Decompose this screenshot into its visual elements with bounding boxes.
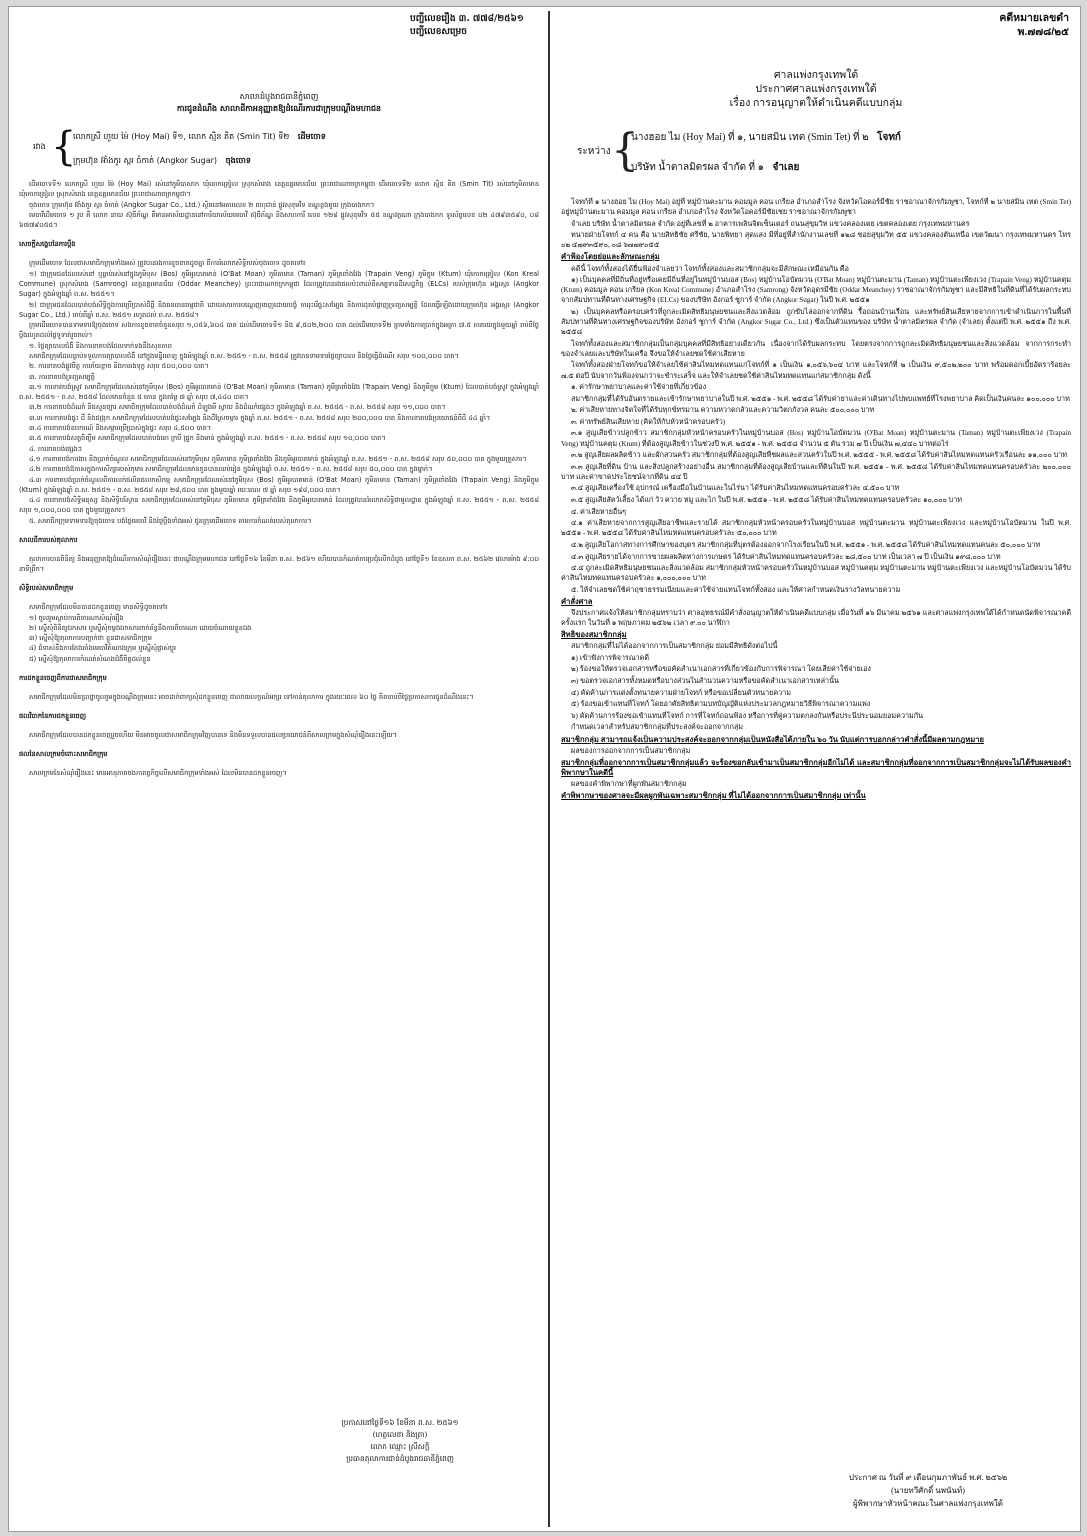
left-paragraph: ៥) ស្នើសុំឱ្យតុលាការកំណត់សំណងជំងឺចិត្តដល់ខ្លួន — [29, 654, 151, 663]
left-paragraph: ដើមចោទទី១ លោកស្រី ហួយ ម៉ៃ (Hoy Mai) រស់នៅភូមិបាសាក ឃុំគោកគ្រៀល ស្រុកសំរោង ខេត្តឧត្តរមានជ័យ ព្រះរាជាណាចក្រកម្ពុជា ដើមចោទទី២ លោក ស្មិន តិត (Smin Tit) រស់នៅភូមិតាមាន ឃុំកោកគ្រៀល ស្រុកសំរោង ខេត្តឧត្តរមានជ័យ ព្រះរាជាណាចក្រកម្ពុជា។ — [19, 180, 539, 199]
left-plaintiffs — [73, 131, 326, 143]
document-sheet — [8, 6, 1081, 1532]
right-paragraph: ๖) คัดค้านการร้องขอเข้าแทนที่โจทก์ การที่โจทก์ถอนฟ้อง หรือการที่คู่ความตกลงกันหรือประนีประนอมยอมความกัน — [571, 711, 924, 720]
right-paragraph: จำเลย บริษัท น้ำตาลมิตรผล จำกัด อยู่ที่เลขที่ ๒ อาคารเพลินจิตเซ็นเตอร์ ถนนสุขุมวิท แขวงคลองเตย เขตคลองเตย กรุงเทพมหานคร — [571, 219, 970, 228]
right-paragraph: โจทก์ทั้งสองฝ่ายโจทก์ขอให้จำเลยใช้ค่าสินไหมทดแทนแก่โจทก์ที่ ๑ เป็นเงิน ๑,๐๕๖,๖๐๔ บาท และโจทก์ที่ ๒ เป็นเงิน ๙,๕๐๒,๒๐๐ บาท พร้อมดอกเบี้ยอัตราร้อยละ ๗.๕ ต่อปี นับจากวันฟ้องจนกว่าจะชำระเสร็จ และให้จำเลยชดใช้ค่าสินไหมทดแทนแก่สมาชิกกลุ่ม ดังนี้ — [561, 361, 1071, 380]
right-paragraph: ๔.๔ ถูกละเมิดสิทธิมนุษยชนและสิ่งแวดล้อม สมาชิกกลุ่มหัวหน้าครอบครัวในหมู่บ้านบอส หมู่บ้านคตุม หมู่บ้านตะมาน หมู่บ้านตะเพียงเวง และหมู่บ้านโอบัตมวน ได้รับค่าสินไหมทดแทนครอบครัวละ ๑,๐๐๐,๐๐๐ บาท — [561, 564, 1071, 583]
left-paragraph: ១) ចូលរួមស្តាប់ការពិចារណាសំណុំរឿង — [29, 613, 124, 622]
left-paragraph: ៣.៤ ការខាតបង់ឧបករណ៍ និងសម្ភារប្រើប្រាស់ក្នុងផ្ទះ សរុប ៤,៥០០ បាត។ — [29, 424, 212, 433]
right-plaintiffs — [631, 131, 901, 145]
left-paragraph: ៣.៥ ការខាតបង់សត្វចិញ្ចឹម សមាជិកក្រុមដែលបាត់បង់គោ ក្របី ជ្រូក និងមាន់ ក្នុងអំឡុងឆ្នាំ ព.ស. ២៥៥១ - ព.ស. ២៥៥៨ សរុប ១០,០០០ បាត។ — [29, 434, 386, 443]
right-paragraph: กำหนดเวลาสำหรับสมาชิกกลุ่มที่ประสงค์จะออกจากกลุ่ม — [571, 723, 743, 732]
left-paragraph: ៣. ការខាតបង់ទ្រព្យសម្បត្តិ — [29, 372, 95, 381]
right-paragraph: สมาชิกกลุ่มที่ไม่ได้ออกจากการเป็นสมาชิกกลุ่ม ย่อมมีสิทธิดังต่อไปนี้ — [571, 642, 778, 651]
right-plaintiffs-role: โจทก์ — [877, 132, 901, 143]
right-paragraph: ทนายฝ่ายโจทก์ ๔ คน คือ นายสิทธิชัย ศรีชัย, นายพิทยา สุดแสง มีที่อยู่ที่สำนักงานเลขที่ ๑๒๘ ซอยสุขุมวิท ๕๕ แขวงคลองตันเหนือ เขตวัฒนา กรุงเทพมหานคร โทร ๐๒ ๔๗๙๓๕๙๐, ๐๘ ๖๗๗๙๐๕๕ — [561, 231, 1071, 250]
right-column-thai — [557, 7, 1075, 1531]
left-signature-note: (ហត្ថលេខា និងត្រា) — [372, 1430, 428, 1439]
right-heading: คำพิพากษาของศาลจะมีผลผูกพันเฉพาะสมาชิกกลุ่ม ที่ไม่ได้ออกจากการเป็นสมาชิกกลุ่ม เท่านั้น — [561, 790, 866, 800]
right-defendant-role: จำเลย — [772, 162, 800, 173]
right-brace: { — [611, 125, 639, 176]
right-body-text — [561, 197, 1071, 1457]
right-paragraph: สมาชิกกลุ่มที่ได้รับอันตรายและเข้ารักษาพยาบาลในปี พ.ศ. ๒๕๕๑ - พ.ศ. ๒๕๕๘ ได้รับค่ายาและค่าเดินทางไปพบแพทย์ที่โรงพยาบาล คิดเป็นเงินคนละ ๑๐๐,๐๐๐ บาท — [571, 394, 1070, 403]
right-paragraph: ๔.๑ ค่าเสียหายจากการสูญเสียอาชีพและรายได้ สมาชิกกลุ่มหัวหน้าครอบครัวในหมู่บ้านบอส หมู่บ้านตะมาน หมู่บ้านตะเพียงเวง และหมู่บ้านโอบัตมวน ในปี พ.ศ. ๒๕๕๑ - พ.ศ. ๒๕๕๘ ได้รับค่าสินไหมทดแทนครอบครัวละ ๕๐,๐๐๐ บาท — [561, 519, 1071, 538]
right-paragraph: ๓.๑ สูญเสียข้าวปลูกข้าว สมาชิกกลุ่มหัวหน้าครอบครัวในหมู่บ้านบอส (Bos) หมู่บ้านโอบัตมวน (O'Bat Moan) หมู่บ้านตะมาน (Taman) หมู่บ้านตะเพียงเวง (Trapain Veng) หมู่บ้านคตุม (Ktum) ที่ต้องสูญเสียข้าวในช่วงปี พ.ศ. ๒๕๕๑ - พ.ศ. ๒๕๕๘ จำนวน ๕ ตัน รวม ๗ ปี เป็นเงิน ๗,๔๔๐ บาทต่อไร่ — [561, 429, 1071, 448]
left-heading: សេចក្តីសង្ខេបនៃការប្តឹង — [19, 240, 76, 249]
left-paragraph: ២) ជាក្រុមជនដែលបាត់បង់សិទ្ធិក្នុងការប្រើប្រាស់ដីធ្លី និងធនធានធម្មជាតិ ដោយសារការបណ្តេញចេញដោយបង្ខំ ការរុះរើផ្ទះសម្បែង និងការដុតបំផ្លាញទ្រព្យសម្បត្តិ ដែលធ្វើឡើងដោយក្រុមហ៊ុន អង្គរស្ករ (Angkor Sugar Co., Ltd.) ចាប់ពីឆ្នាំ ព.ស. ២៥៥១ រហូតដល់ ព.ស. ២៥៥៨។ — [19, 300, 539, 319]
left-plaintiffs-role: ដើមចោទ — [297, 132, 326, 141]
left-paragraph: សមាជិកក្រុមដែលធ្លាប់ទទួលការព្យាបាលជំងឺ នៅក្នុងមន្ទីរពេទ្យ ក្នុងអំឡុងឆ្នាំ ព.ស. ២៥៥១ - ព.ស. ២៥៥៨ ត្រូវបានទាមទារថ្លៃព្យាបាល និងថ្លៃធ្វើដំណើរ សរុប ១០០,០០០ បាត។ — [29, 351, 459, 360]
left-paragraph: ក្រុមដើមចោទបានទាមទារឱ្យចុងចោទ សងការខូចខាតចំនួនសរុប ១,០៥៦,៦០៤ បាត ដល់ដើមចោទទី១ និង ៩,៥០២,២០០ បាត ដល់ដើមចោទទី២ ព្រមទាំងការប្រាក់ក្នុងអត្រា ៧.៥ ភាគរយក្នុងមួយឆ្នាំ រាប់ពីថ្ងៃប្តឹងរហូតដល់ថ្ងៃទូទាត់រួចរាល់។ — [19, 321, 539, 340]
left-paragraph: ៣.២ ការខាតបង់ដំណាំ និងសួនច្បារ សមាជិកក្រុមដែលបាត់បង់ដំណាំ ដំឡូងមី ស្វាយ និងដំណាំផ្សេងៗ ក្នុងអំឡុងឆ្នាំ ព.ស. ២៥៥៥ - ព.ស. ២៥៥៨ សរុប ១១,០០០ បាត។ — [29, 403, 446, 412]
left-signature-title: ប្រធានតុលាការជាន់ដំបូងរាជធានីភ្នំពេញ — [346, 1454, 454, 1463]
left-title-line-1: សាលាដំបូងរាជធានីភ្នំពេញ — [239, 92, 319, 101]
left-paragraph: ៣.៣ ការខាតបង់ផ្ទះ ដី និងជង្រុក សមាជិកក្រុមដែលបាត់បង់ផ្ទះសម្បែង និងដីស្រែចម្ការ ក្នុងឆ្នាំ ព.ស. ២៥៥១ - ព.ស. ២៥៥៨ សរុប ២០០,០០០ បាត និងការខាតបង់ប្រយោជន៍ពីដី ៤៤ ឆ្នាំ។ — [29, 413, 491, 422]
left-between-label: រវាង — [33, 142, 46, 151]
right-paragraph: โจทก์ทั้งสองและสมาชิกกลุ่มเป็นกลุ่มบุคคลที่มีสิทธิอย่างเดียวกัน เนื่องจากได้รับผลกระทบ โดยตรงจากการถูกละเมิดสิทธิมนุษยชนและสิ่งแวดล้อม จากการกระทำของจำเลยและบริษัทในเครือ จึงขอให้จำเลยชดใช้ค่าเสียหาย — [561, 339, 1071, 358]
left-defendant-name: ក្រុមហ៊ុន អ៊ាំងកូរ ស្ករ ចំកាត់ (Angkor Sugar) — [73, 156, 218, 165]
right-paragraph: ๔. ค่าเสียหายอื่นๆ — [571, 507, 627, 516]
left-paragraph: សមាជិកក្រុមដែលមិនបានដកខ្លួនចេញ មានសិទ្ធិដូចតទៅ៖ — [29, 603, 168, 612]
left-paragraph: ១. ថ្លៃព្យាបាលជំងឺ និងការខាតបង់ដែលទាក់ទងនឹងសុខភាព — [29, 341, 172, 350]
left-paragraph: ៤. ការខាតបង់ផ្សេងៗ — [29, 444, 82, 453]
left-defendant — [73, 155, 251, 167]
right-paragraph: ผลของการออกจากการเป็นสมาชิกกลุ่ม — [571, 746, 691, 755]
left-heading: ផលវិបាកនៃការដកខ្លួនចេញ — [19, 711, 86, 720]
right-paragraph: ๔) คัดค้านการแต่งตั้งทนายความฝ่ายโจทก์ หรือขอเปลี่ยนตัวทนายความ — [571, 688, 791, 697]
right-plaintiffs-names: นางฮอย ไม (Hoy Mai) ที่ ๑, นายสมิน เทต (Smin Tet) ที่ ๒ — [631, 132, 869, 143]
right-paragraph: ๑. ค่ารักษาพยาบาลและค่าใช้จ่ายที่เกี่ยวข้อง — [571, 383, 707, 392]
left-heading: ការដកខ្លួនចេញពីការជាសមាជិកក្រុម — [19, 673, 107, 682]
right-paragraph: ๑) เป็นบุคคลที่มีถิ่นที่อยู่หรือเคยมีถิ่นที่อยู่ในหมู่บ้านบอส (Bos) หมู่บ้านโอบัตมวน (O'Bat Moan) หมู่บ้านตะมาน (Taman) หมู่บ้านตะเพียงเวง (Trapain Veng) หมู่บ้านคตุม (Ktum) คอมมูล คอน เกรียล (Kon Kreal Commune) อำเภอสำโรง (Samrong) จังหวัดอุดรมีชัย (Oddar Meanchey) ราชอาณาจักรกัมพูชา และมีสิทธิในที่ดินที่ได้รับผลกระทบจากสัมปทานที่ดินทางเศรษฐกิจ (ELCs) ของบริษัท อังกอร์ ชูการ์ จำกัด (Angkor Sugar) ในปี พ.ศ. ๒๕๕๑ — [561, 276, 1071, 305]
left-paragraph: សាលក្រមនៃសំណុំរឿងនេះ មានអានុភាពចងកាតព្វកិច្ចលើសមាជិកក្រុមទាំងអស់ ដែលមិនបានដកខ្លួនចេញ។ — [29, 769, 287, 778]
right-paragraph: ๕. ให้จำเลยชดใช้ค่าฤชาธรรมเนียมและค่าใช้จ่ายแทนโจทก์ทั้งสอง และให้ศาลกำหนดเงินรางวัลทนายความ — [571, 585, 901, 594]
left-title-line-2: ការជូនដំណឹង សាលាដីកាអនុញ្ញាតឱ្យដំណើរការជាក្រុមបណ្តឹងមហាជន — [176, 104, 382, 113]
left-paragraph: ក្រុមដើមចោទ ដែលជាសមាជិកក្រុមទាំងអស់ ត្រូវបានរងការខូចខាតដូចគ្នា ពីការរំលោភសិទ្ធិរបស់ចុងចោទ ដូចតទៅ៖ — [29, 259, 306, 268]
right-paragraph: โจทก์ที่ ๑ นางฮอย ไม (Hoy Mai) อยู่ที่ หมู่บ้านตะมาน คอมมูล คอน เกรียล อำเภอสำโรง จังหวัดโอดอร์มีชัย ราชอาณาจักรกัมพูชา, โจทก์ที่ ๒ นายสมิน เทต (Smin Tet) อยู่หมู่บ้านตะมาน คอมมูล คอน เกรียล อำเภอสำโรง จังหวัดโอดอร์มีชัยเชย ราชอาณาจักรกัมพูชา — [561, 198, 1071, 217]
right-paragraph: ๒. ค่าเสียหายทางจิตใจที่ได้รับทุกข์ทรมาน ความหวาดกลัวและความวิตกกังวล คนละ ๕๐๐,๐๐๐ บาท — [571, 406, 875, 415]
left-paragraph: ៣.១ ការខាតបង់ស្រូវ សមាជិកក្រុមដែលរស់នៅភូមិបុស (Bos) ភូមិអូរបាតមាន់ (O'Bat Moan) ភូមិតាមាន (Taman) ភូមិត្រពាំងវែង (Trapain Veng) និងភូមិក្ទុម (Ktum) ដែលបាត់បង់ស្រូវ ក្នុងអំឡុងឆ្នាំ ព.ស. ២៥៥១ - ព.ស. ២៥៥៨ ដែលមានចំនួន ៥ តោន ក្នុងតម្លៃ ៧ ឆ្នាំ សរុប ៧,៤៤០ បាត។ — [19, 382, 539, 402]
left-paragraph: ចុងចោទ ក្រុមហ៊ុន អ៊ាំងកូរ ស្ករ ចំកាត់ (Angkor Sugar Co., Ltd.) ស្ថិតនៅអគារលេខ ២ ពហុជាន់ ផ្លូវសុខុមវិទ ខណ្ឌខ្លងតូយ ក្រុងបាងកក។ — [29, 200, 375, 209]
left-paragraph: ៤.២ ការខាតបង់ឱកាសក្នុងការសិក្សារបស់កុមារ សមាជិកក្រុមដែលមានកូនបានឈប់រៀន ក្នុងអំឡុងឆ្នាំ ព.ស. ២៥៥១ - ព.ស. ២៥៥៨ សរុប ៥០,០០០ បាត ក្នុងម្នាក់។ — [29, 465, 433, 474]
left-heading: ផលនៃសាលក្រមចំពោះសមាជិកក្រុម — [19, 750, 108, 759]
right-paragraph: ๓) ขอตรวจเอกสารทั้งหมดหรือบางส่วนในสำนวนความหรือขอคัดสำเนาเอกสารเหล่านั้น — [571, 677, 839, 686]
right-paragraph: ๔.๓ สูญเสียรายได้จากการขายผลผลิตทางการเกษตร ได้รับค่าสินไหมทดแทนครอบครัวละ ๒๘,๕๐๐ บาท เป็นเวลา ๗ ปี เป็นเงิน ๑๙๘,๐๐๐ บาท — [571, 552, 1001, 561]
court-subject: เรื่อง การอนุญาตให้ดำเนินคดีแบบกลุ่ม — [729, 98, 903, 109]
right-heading: สิทธิของสมาชิกกลุ่ม — [561, 630, 627, 640]
left-paragraph: ១) ជាក្រុមជនដែលរស់នៅ ឬធ្លាប់រស់នៅក្នុងភូមិបុស (Bos) ភូមិអូរបាតមាន់ (O'Bat Moan) ភូមិតាមាន (Taman) ភូមិត្រពាំងវែង (Trapain Veng) ភូមិក្ទុម (Ktum) ឃុំកោកគ្រៀល (Kon Kreal Commune) ស្រុកសំរោង (Samrong) ខេត្តឧត្តរមានជ័យ (Oddar Meanchey) ព្រះរាជាណាចក្រកម្ពុជា ដែលត្រូវបានរងផលប៉ះពាល់ពីសម្បទានដីសេដ្ឋកិច្ច (ELCs) របស់ក្រុមហ៊ុន អង្គរស្ករ (Angkor Sugar) ក្នុងអំឡុងឆ្នាំ ព.ស. ២៥៥១។ — [19, 269, 539, 299]
column-divider — [548, 11, 550, 1527]
right-defendant — [631, 161, 799, 175]
left-body-text — [19, 179, 539, 1407]
right-paragraph: ๓.๔ สูญเสียเครื่องใช้ อุปกรณ์ เครื่องมือในบ้านและในไร่นา ได้รับค่าสินไหมทดแทนครอบครัวละ ๔,๕๐๐ บาท — [571, 484, 900, 493]
left-plaintiffs-names: លោកស្រី ហួយ ម៉ៃ (Hoy Mai) ទី១, លោក ស្មិន តិត (Smin Tit) ទី២ — [73, 132, 290, 141]
right-paragraph: ผลของคำพิพากษาที่ผูกพันสมาชิกกลุ่ม — [571, 779, 687, 788]
right-between-label: ระหว่าง — [577, 146, 611, 157]
right-heading: สมาชิกกลุ่มที่ออกจากการเป็นสมาชิกกลุ่มแล้ว จะร้องขอกลับเข้ามาเป็นสมาชิกกลุ่มอีกไม่ได้ และสมาชิกกลุ่มที่ออกจากการเป็นสมาชิกกลุ่มจะไม่ได้รับผลของคำพิพากษาในคดีนี้ — [561, 757, 1071, 777]
court-announcement: ประกาศศาลแพ่งกรุงเทพใต้ — [755, 84, 877, 95]
left-signature-block — [265, 1417, 535, 1465]
right-paragraph: ๒) ร้องขอให้ตรวจเอกสารหรือขอคัดสำเนาเอกสารที่เกี่ยวข้องกับการพิจารณา โดยเสียค่าใช้จ่ายเอง — [571, 665, 871, 674]
right-signature-block — [793, 1471, 1063, 1510]
right-paragraph: คดีนี้ โจทก์ทั้งสองได้ยื่นฟ้องจำเลยว่า โจทก์ทั้งสองและสมาชิกกลุ่มจะมีลักษณะเหมือนกัน คือ — [571, 264, 849, 273]
right-paragraph: จึงประกาศแจ้งให้สมาชิกกลุ่มทราบว่า ศาลอุทธรณ์มีคำสั่งอนุญาตให้ดำเนินคดีแบบกลุ่ม เมื่อวันที่ ๑๖ มีนาคม ๒๕๖๑ และศาลแพ่งกรุงเทพใต้ได้กำหนดนัดพิจารณาคดีครั้งแรก ในวันที่ ๑ พฤษภาคม ๒๕๖๒ เวลา ๙.๐๐ นาฬิกา — [561, 608, 1071, 628]
left-defendant-role: ចុងចោទ — [225, 156, 251, 165]
right-heading: คำสั่งศาล — [561, 596, 593, 606]
court-heading — [557, 69, 1075, 111]
left-signature-name: លោក ឈ្មោះ ស្រីសក្តិ — [370, 1442, 430, 1451]
right-paragraph: ๓.๒ สูญเสียผลผลิตข้าว และผักสวนครัว สมาชิกกลุ่มที่ต้องสูญเสียพืชผลและสวนครัวในปี พ.ศ. ๒๕๕๕ - พ.ศ. ๒๕๕๘ ได้รับค่าสินไหมทดแทนครัวเรือนละ ๑๑,๐๐๐ บาท — [571, 451, 1067, 460]
left-paragraph: ៤.១ ការខាតបង់ការងារ និងប្រាក់ចំណូល សមាជិកក្រុមដែលរស់នៅភូមិបុស ភូមិតាមាន ភូមិត្រពាំងវែង និងភូមិអូរបាតមាន់ ក្នុងអំឡុងឆ្នាំ ព.ស. ២៥៥១ - ព.ស. ២៥៥៨ សរុប ៥០,០០០ បាត ក្នុងមួយគ្រួសារ។ — [29, 454, 527, 463]
right-paragraph: ๓.๓ สูญเสียที่ดิน บ้าน และสิ่งปลูกสร้างอย่างอื่น สมาชิกกลุ่มที่ต้องสูญเสียบ้านและที่ดินในปี พ.ศ. ๒๕๕๑ - พ.ศ. ๒๕๕๘ ได้รับค่าสินไหมทดแทนครอบครัวละ ๒๐๐,๐๐๐ บาท และค่าขาดประโยชน์จากที่ดิน ๔๔ ปี — [561, 462, 1071, 481]
left-paragraph: ៣) ស្នើសុំឱ្យតុលាការបញ្ជាក់ថា ខ្លួនជាសមាជិកក្រុម — [29, 634, 152, 643]
left-paragraph: ៥. សមាជិកក្រុមទាមទារឱ្យចុងចោទ បង់ថ្លៃមេធាវី និងថ្លៃប្តឹងទាំងអស់ ជូនក្រុមដើមចោទ តាមការកំណត់របស់តុលាការ។ — [29, 516, 312, 525]
right-case-number — [999, 11, 1069, 39]
right-paragraph: ๕) ร้องขอเข้าแทนที่โจทก์ โดยอาศัยสิทธิตามบทบัญญัติแห่งประมวลกฎหมายวิธีพิจารณาความแพ่ง — [571, 700, 871, 709]
right-paragraph: ๓.๕ สูญเสียสัตว์เลี้ยง ได้แก่ วัว ควาย หมู และไก่ ในปี พ.ศ. ๒๕๕๑ - พ.ศ. ๒๕๕๘ ได้รับค่าสินไหมทดแทนครอบครัวละ ๑๐,๐๐๐ บาท — [571, 496, 963, 505]
left-notice-title — [15, 91, 543, 115]
left-case-line-1: បញ្ជីលេខរឿង ៣. ៧៧៨/២៥៦១ — [410, 14, 524, 24]
right-paragraph: ๓. ค่าทรัพย์สินเสียหาย (คิดให้กับหัวหน้าครอบครัว) — [571, 417, 726, 426]
left-paragraph: ២) ស្នើសុំពិនិត្យឯកសារ ឬស្នើសុំចម្លងឯកសារពាក់ព័ន្ធនឹងការពិចារណា ដោយចំណាយខ្លួនឯង — [29, 623, 252, 632]
left-column-khmer — [15, 7, 543, 1531]
left-paragraph: ៤.៣ ការខាតបង់ប្រាក់ចំណូលពីការលក់ផលិតផលកសិកម្ម សមាជិកក្រុមដែលរស់នៅភូមិបុស (Bos) ភូមិអូរបាតមាន់ (O'Bat Moan) ភូមិតាមាន (Taman) ភូមិត្រពាំងវែង (Trapain Veng) និងភូមិក្ទុម (Ktum) ក្នុងអំឡុងឆ្នាំ ព.ស. ២៥៥១ - ព.ស. ២៥៥៨ សរុប ២៨,៥០០ បាត ក្នុងមួយឆ្នាំ រយៈពេល ៧ ឆ្នាំ សរុប ១៩៨,០០០ បាត។ — [19, 475, 539, 494]
right-signature-title: ผู้พิพากษาหัวหน้าคณะในศาลแพ่งกรุงเทพใต้ — [852, 1499, 1004, 1508]
right-signature-name: (นายทวีศักดิ์ นพนันท์) — [891, 1486, 965, 1495]
left-paragraph: ៤.៤ ការខាតបង់សិទ្ធិមនុស្ស និងសិទ្ធិបរិស្ថាន សមាជិកក្រុមដែលរស់នៅភូមិបុស ភូមិតាមាន ភូមិត្រពាំងវែង និងភូមិអូរបាតមាន់ ដែលត្រូវបានរំលោភសិទ្ធិជាមូលដ្ឋាន ក្នុងអំឡុងឆ្នាំ ព.ស. ២៥៥១ - ព.ស. ២៥៥៨ សរុប ១,០០០,០០០ បាត ក្នុងមួយគ្រួសារ។ — [19, 496, 539, 515]
left-heading: សាលដីការបស់តុលាការ — [19, 535, 78, 544]
right-signature-date: ประกาศ ณ วันที่ ๙ เดือนกุมภาพันธ์ พ.ศ. ๒๕๖๒ — [848, 1473, 1008, 1482]
left-paragraph: សមាជិកក្រុមដែលមិនប្រាថ្នាចូលរួមក្នុងបណ្តឹងក្រុមនេះ អាចដាក់ពាក្យសុំដកខ្លួនចេញ ជាលាយលក្ខណ៍អក្សរ ទៅកាន់តុលាការ ក្នុងរយៈពេល ៦០ ថ្ងៃ គិតចាប់ពីថ្ងៃប្រកាសការជូនដំណឹងនេះ។ — [29, 692, 474, 701]
right-case-line-1: คดีหมายเลขดำ — [999, 12, 1069, 24]
left-paragraph: សមាជិកក្រុមដែលបានដកខ្លួនចេញរួចហើយ មិនអាចចូលជាសមាជិកក្រុមវិញបានទេ និងមិនទទួលបានផលប្រយោជន៍ពីសាលក្រមក្នុងសំណុំរឿងនេះឡើយ។ — [29, 731, 398, 740]
right-paragraph: ๑) เข้าฟังการพิจารณาคดี — [571, 653, 650, 662]
left-signature-date: ប្រកាសនៅថ្ងៃទី១៦ ខែមីនា ព.ស. ២៥៦១ — [341, 1418, 459, 1427]
right-heading: คำฟ้องโดยย่อและลักษณะกลุ่ม — [561, 252, 660, 262]
right-defendant-name: บริษัท น้ำตาลมิตรผล จำกัด ที่ ๑ — [631, 162, 764, 173]
right-paragraph: ๒) เป็นบุคคลหรือครอบครัวที่ถูกละเมิดสิทธิมนุษยชนและสิ่งแวดล้อม ถูกขับไล่ออกจากที่ดิน รื้อถอนบ้านเรือน และทรัพย์สินเสียหายจากการเข้าดำเนินการในพื้นที่สัมปทานที่ดินทางเศรษฐกิจของบริษัท อังกอร์ ชูการ์ จำกัด (Angkor Sugar Co., Ltd.) ซึ่งเป็นตัวแทนของ บริษัท น้ำตาลมิตรผล จำกัด (จำเลย) ตั้งแต่ปี พ.ศ. ๒๕๕๑ ถึง พ.ศ. ๒๕๕๘ — [561, 307, 1071, 337]
left-brace: { — [51, 124, 77, 170]
left-paragraph: មេធាវីដើមចោទ ១ រូប គឺ លោក នាយ ស៊ុធីភ័ណ្ឌ គឺមានអាស័យដ្ឋាននៅការិយាល័យមេធាវី ស៊ុធីភ័ណ្ឌ និងសហការី លេខ ១២៨ ផ្លូវសុខុមវិទ ៥៥ ខណ្ឌវត្តណា ក្រុងបាងកក ទូរស័ព្ទលេខ ០២ ៤៧៩៣៥៩០, ០៨ ៦៧៧៩០៥៥។ — [19, 210, 539, 230]
left-case-line-2: បញ្ជីលេខសម្រេច — [410, 27, 467, 37]
right-paragraph: ๔.๒ สูญเสียโอกาสทางการศึกษาของบุตร สมาชิกกลุ่มที่บุตรต้องออกจากโรงเรียนในปี พ.ศ. ๒๕๕๑ - พ.ศ. ๒๕๕๘ ได้รับค่าสินไหมทดแทนคนละ ๕๐,๐๐๐ บาท — [571, 540, 1041, 549]
left-paragraph: ៤) ជំទាស់នឹងការតែងតាំងមេធាវីតំណាងក្រុម ឬស្នើសុំផ្លាស់ប្តូរ — [29, 644, 177, 653]
right-heading: สมาชิกกลุ่ม สามารถแจ้งเป็นความประสงค์จะออกจากกลุ่มเป็นหนังสือได้ภายใน ๖๐ วัน นับแต่การบอกกล่าวคำสั่งนี้มีผลตามกฎหมาย — [561, 734, 984, 744]
left-paragraph: ២. ការខាតបង់ផ្លូវចិត្ត ការភ័យខ្លាច និងការរងទុក្ខ សរុប ៥០០,០០០ បាត។ — [29, 362, 209, 371]
court-name: ศาลแพ่งกรุงเทพใต้ — [773, 70, 859, 81]
left-case-number — [410, 13, 524, 39]
right-case-line-2: พ.๗๗๘/๒๕ — [1017, 26, 1069, 38]
left-paragraph: តុលាការបានពិនិត្យ និងអនុញ្ញាតឱ្យដំណើរការសំណុំរឿងនេះ ជាបណ្តឹងក្រុមមហាជន នៅថ្ងៃទី១៦ ខែមីនា ព.ស. ២៥៦១ ហើយបានកំណត់ការប្រជុំលើកដំបូង នៅថ្ងៃទី១ ខែឧសភា ព.ស. ២៥៦២ វេលាម៉ោង ៩:០០ នាទីព្រឹក។ — [19, 554, 539, 574]
left-heading: សិទ្ធិរបស់សមាជិកក្រុម — [19, 584, 74, 593]
